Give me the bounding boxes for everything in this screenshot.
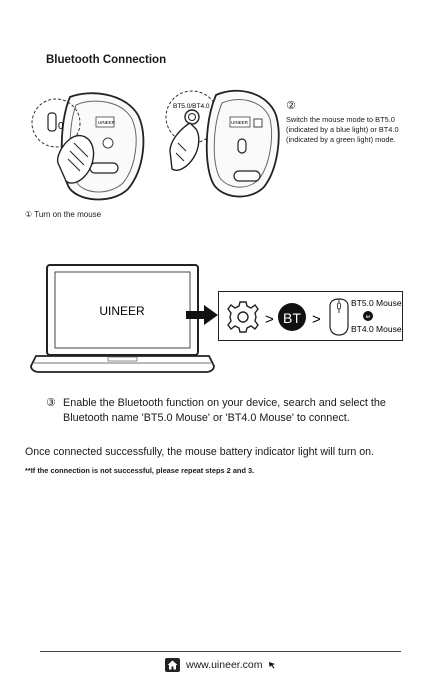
footer-divider <box>40 651 401 652</box>
step-3-line-1: Enable the Bluetooth function on your device, search and select the <box>63 397 386 409</box>
svg-text:UINEER: UINEER <box>231 120 249 125</box>
step-1-number: ① <box>25 210 33 219</box>
step-1-caption <box>25 210 101 219</box>
bt4-device-name: BT4.0 Mouse <box>351 324 402 334</box>
laptop-brand: UINEER <box>99 304 145 318</box>
footer <box>165 658 276 672</box>
pairing-panel <box>218 291 403 341</box>
separator-2: > <box>312 311 321 328</box>
step-3-line-2: Bluetooth name 'BT5.0 Mouse' or 'BT4.0 Mouse' to connect. <box>63 412 350 424</box>
step-2-number: ② <box>286 100 296 112</box>
page-title: Bluetooth Connection <box>46 54 167 66</box>
arrow-right-icon <box>186 305 218 325</box>
hand-icon <box>170 123 199 170</box>
mouse-body <box>207 91 279 197</box>
or-label: or <box>365 314 371 319</box>
step-3 <box>46 396 418 426</box>
mode-callout: BT5.0/BT4.0 <box>173 103 210 110</box>
website-link[interactable]: www.uineer.com <box>186 659 263 671</box>
svg-text:UINEER: UINEER <box>98 120 116 125</box>
retry-note: **If the connection is not successful, please repeat steps 2 and 3. <box>25 466 255 475</box>
svg-text:0: 0 <box>58 121 64 132</box>
bluetooth-label: BT <box>283 310 301 326</box>
home-icon <box>165 658 180 672</box>
step-1-text: Turn on the mouse <box>34 210 102 219</box>
mouse-illustration-power <box>30 85 155 205</box>
mouse-illustration-mode <box>160 75 285 205</box>
bt5-device-name: BT5.0 Mouse <box>351 298 402 308</box>
step-3-number: ③ <box>46 397 56 409</box>
connected-text: Once connected successfully, the mouse battery indicator light will turn on. <box>25 446 374 458</box>
separator-1: > <box>265 311 274 328</box>
mouse-icon <box>330 299 348 335</box>
power-switch <box>48 113 64 132</box>
cursor-arrow-icon <box>268 661 276 669</box>
step-2-text: Switch the mouse mode to BT5.0 (indicated by a blue light) or BT4.0 (indicated by a green light) mode. <box>286 115 399 144</box>
gear-icon <box>228 302 258 332</box>
